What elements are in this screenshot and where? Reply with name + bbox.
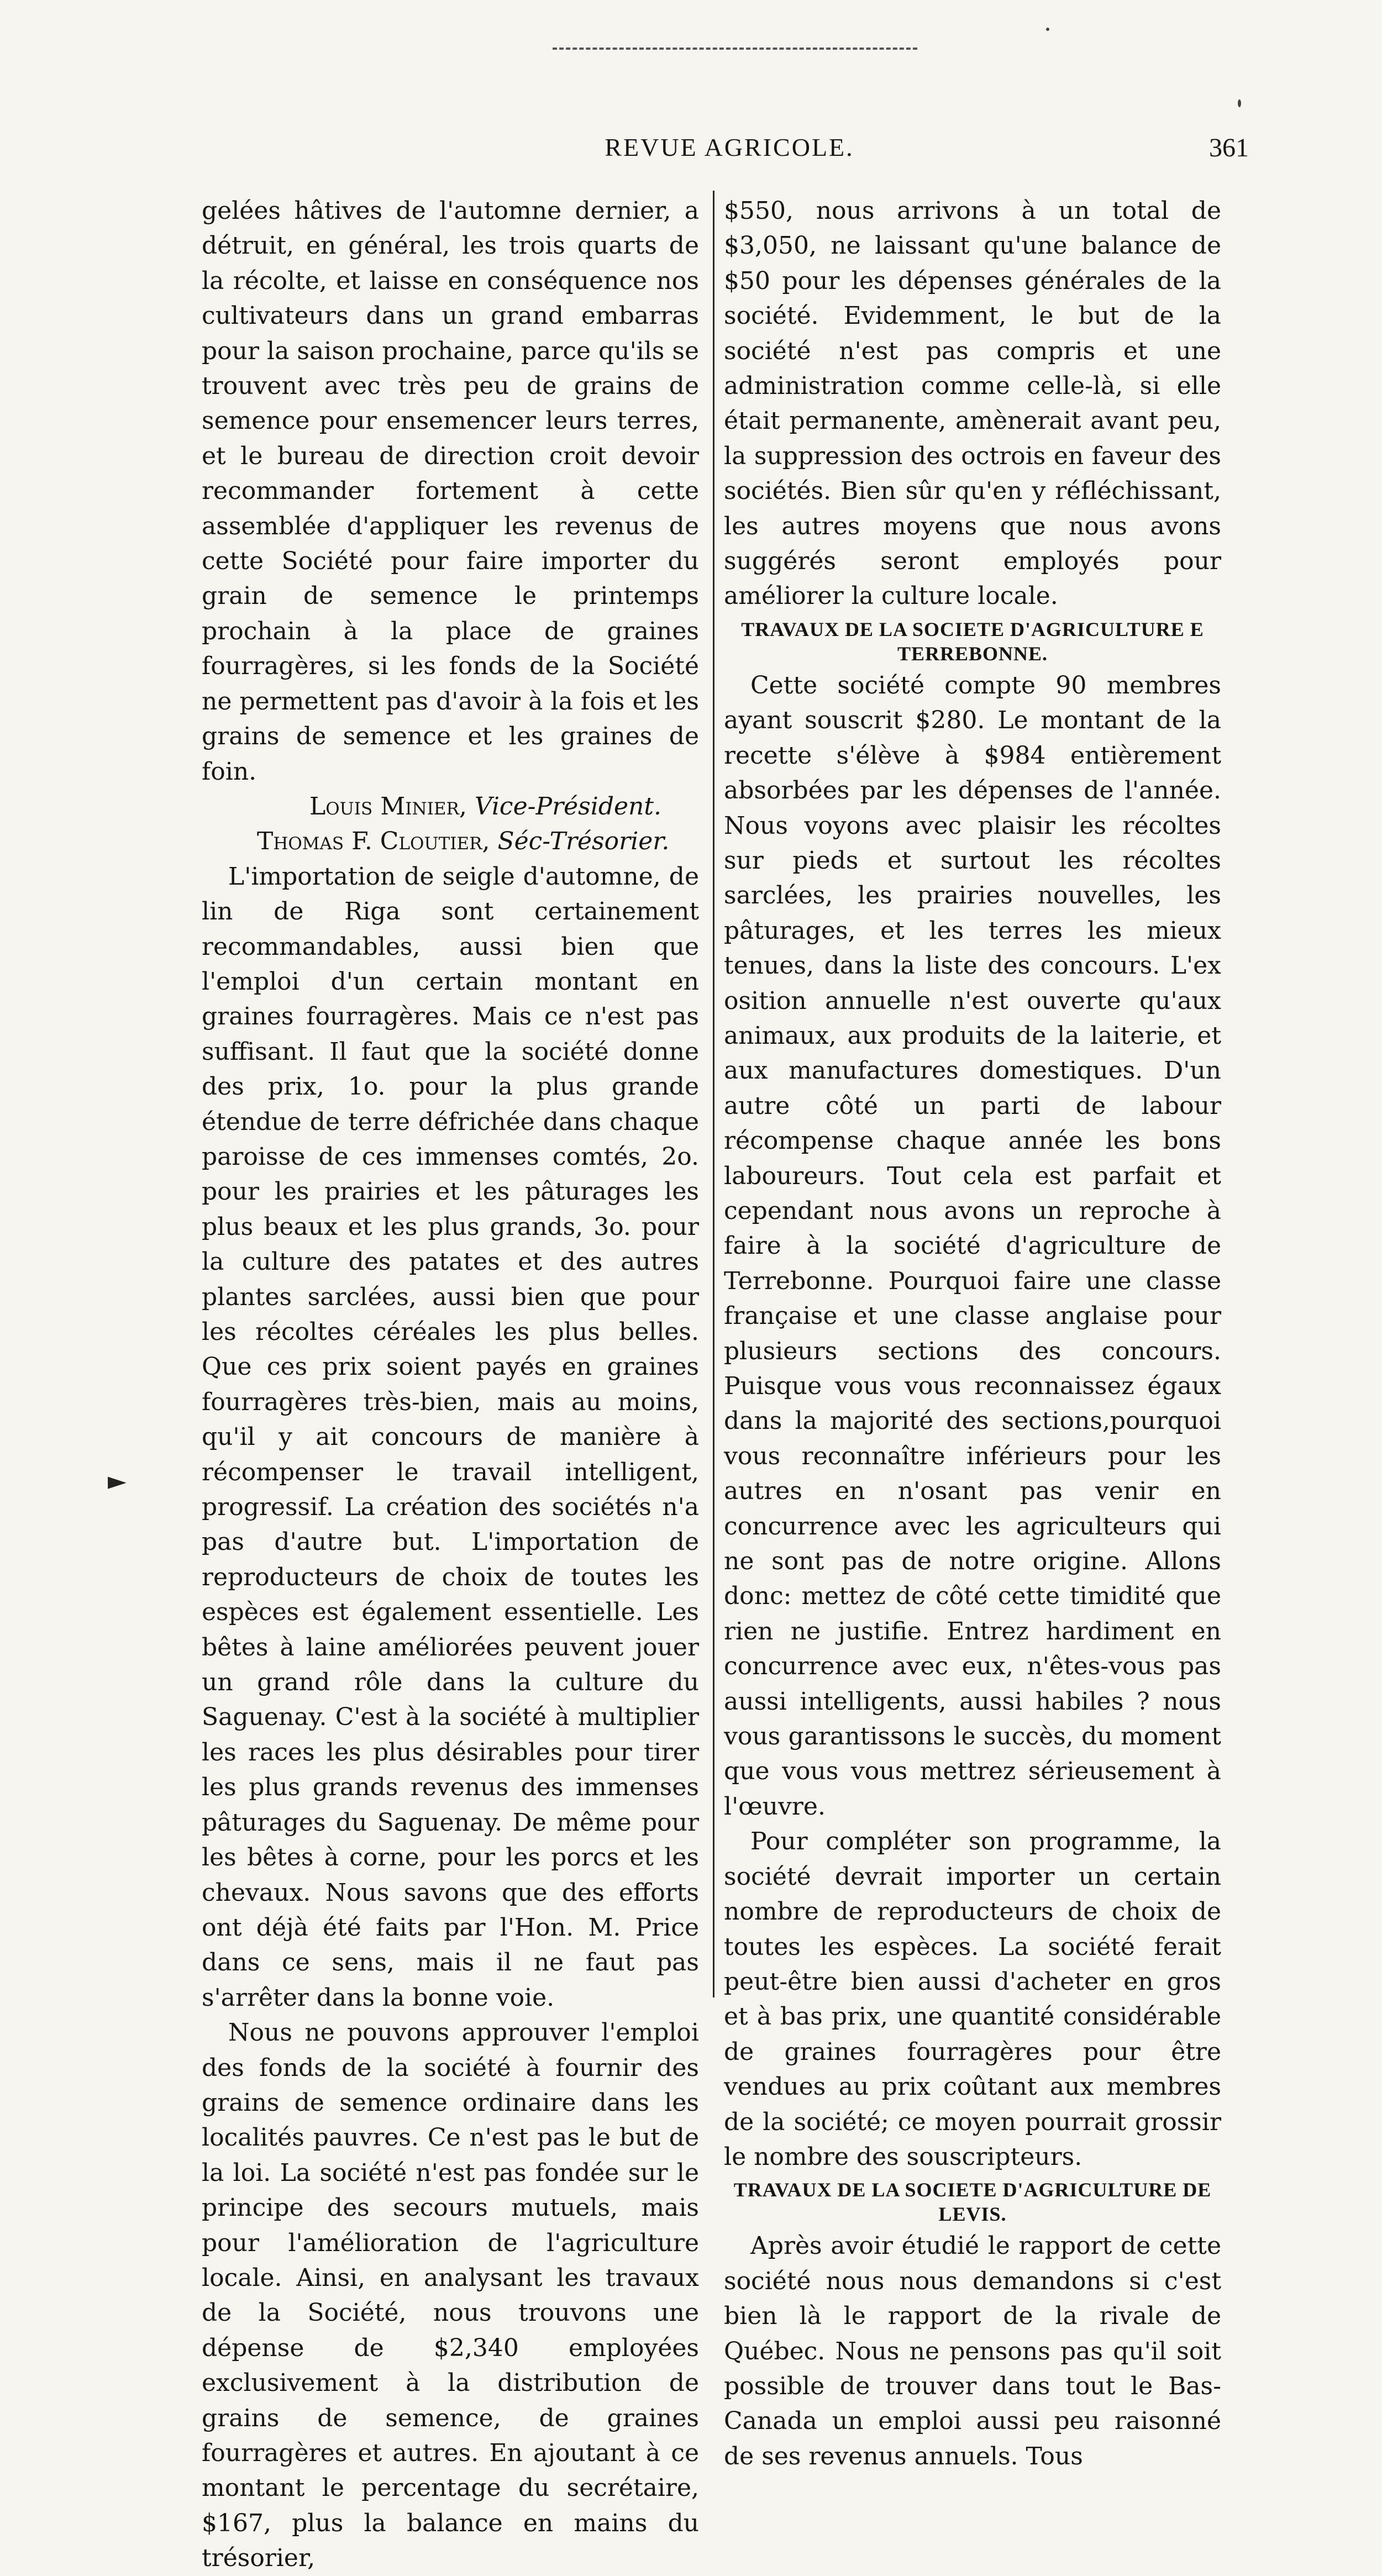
page-header: [210, 133, 1249, 177]
ink-speck: [1046, 28, 1049, 31]
signature-vice-president: [202, 789, 699, 824]
paragraph: Pour compléter son programme, la société devrait importer un certain nombre de reproducteurs de choix de toutes les espèces. La société ferait peut-être bien aussi d'acheter en gros et à bas prix, une quantité considérable de graines fourragères pour être vendues au prix coûtant aux membres de la société; ce moyen pourrait grossir le nombre des souscripteurs.: [724, 1827, 1221, 2171]
top-rule: [553, 48, 917, 50]
signature-secretary-treasurer: [202, 824, 699, 859]
column-divider: [713, 191, 714, 1997]
paragraph: L'importation de seigle d'automne, de lin de Riga sont certainement recommandables, aussi bien que l'emploi d'un certain montant en graines fourragères. Mais ce n'est pas suffisant. Il faut que la société donne des prix, 1o. pour la plus grande étendue de terre défrichée dans chaque paroisse de ces immenses comtés, 2o. pour les prairies et les pâturages les plus beaux et les plus grands, 3o. pour la culture des patates et des autres plantes sarclées, aussi bien que pour les récoltes céréales les plus belles. Que ces prix soient payés en graines fourragères très-bien, mais au moins, qu'il y ait concours de manière à récompenser le travail intelligent, progressif. La création des sociétés n'a pas d'autre but. L'importation de reproducteurs de choix de toutes les espèces est également essentielle. Les bêtes à laine améliorées peuvent jouer un grand rôle dans la culture du Saguenay. C'est à la société à multiplier les races les plus désirables pour tirer les plus grands revenus des immenses pâturages du Saguenay. De même pour les bêtes à corne, pour les porcs et les chevaux. Nous savons que des efforts ont déjà été faits par l'Hon. M. Price dans ce sens, mais il ne faut pas s'arrêter dans la bonne voie.: [202, 862, 699, 2012]
running-title: REVUE AGRICOLE.: [605, 133, 854, 161]
paragraph: gelées hâtives de l'automne dernier, a détruit, en général, les trois quarts de la récolte, et laisse en conséquence nos cultivateurs dans un grand embarras pour la saison prochaine, parce qu'ils se trouvent avec très peu de grains de semence pour ensemencer leurs terres, et le bureau de direction croit devoir recommander fortement à cette assemblée d'appliquer les revenus de cette Société pour faire importer du grain de semence le printemps prochain à la place de graines fourragères, si les fonds de la Société ne permettent pas d'avoir à la fois et les grains de semence et les graines de foin.: [202, 197, 699, 786]
section-heading-terrebonne: TRAVAUX DE LA SOCIETE D'AGRICULTURE E TERREBONNE.: [741, 618, 1204, 665]
signature-name: Thomas F. Cloutier,: [257, 827, 490, 856]
left-column: [202, 193, 699, 2573]
signature-title: Séc-Trésorier.: [497, 827, 670, 856]
right-column: [724, 193, 1221, 2470]
paragraph: Cette société compte 90 membres ayant souscrit $280. Le montant de la recette s'élève à $984 entièrement absorbées par les dépenses de l'année. Nous voyons avec plaisir les récoltes sur pieds et surtout les récoltes sarclées, les prairies nouvelles, les pâturages, et les terres les mieux tenues, dans la liste des concours. L'ex osition annuelle n'est ouverte qu'aux animaux, aux produits de la laiterie, et aux manufactures domestiques. D'un autre côté un parti de labour récompense chaque année les bons laboureurs. Tout cela est parfait et cependant nous avons un reproche à faire à la société d'agriculture de Terrebonne. Pourquoi faire une classe française et une classe anglaise pour plusieurs sections des concours. Puisque vous vous reconnaissez égaux dans la majorité des sections,pourquoi vous reconnaître inférieurs pour les autres en n'osant pas venir en concurrence avec les agriculteurs qui ne sont pas de notre origine. Allons donc: mettez de côté cette timidité que rien ne justifie. Entrez hardiment en concurrence avec eux, n'êtes-vous pas aussi intelligents, aussi habiles ? nous vous garantissons le succès, du moment que vous vous mettrez sérieusement à l'œuvre.: [724, 671, 1221, 1821]
paragraph: Après avoir étudié le rapport de cette société nous nous demandons si c'est bien là le rapport de la rivale de Québec. Nous ne pensons pas qu'il soit possible de trouver dans tout le Bas-Canada un emploi aussi peu raisonné de ses revenus annuels. Tous: [724, 2232, 1221, 2470]
paragraph: Nous ne pouvons approuver l'emploi des fonds de la société à fournir des grains de semence ordinaire dans les localités pauvres. Ce n'est pas le but de la loi. La société n'est pas fondée sur le principe des secours mutuels, mais pour l'amélioration de l'agriculture locale. Ainsi, en analysant les travaux de la Société, nous trouvons une dépense de $2,340 employées exclusivement à la distribution de grains de semence, de graines fourragères et autres. En ajoutant à ce montant le percentage du secrétaire, $167, plus la balance en mains du trésorier,: [202, 2018, 699, 2573]
page-number: 361: [1209, 133, 1249, 162]
paragraph: $550, nous arrivons à un total de $3,050, ne laissant qu'une balance de $50 pour les dépenses générales de la société. Evidemment, le but de la société n'est pas compris et une administration comme celle-là, si elle était permanente, amènerait avant peu, la suppression des octrois en faveur des sociétés. Bien sûr qu'en y réfléchissant, les autres moyens que nous avons suggérés seront employés pour améliorer la culture locale.: [724, 197, 1221, 611]
section-heading-levis: TRAVAUX DE LA SOCIETE D'AGRICULTURE DE LEVIS.: [733, 2179, 1212, 2226]
signature-name: Louis Minier,: [309, 792, 467, 821]
ink-speck: [1238, 99, 1241, 107]
signature-title: Vice-Président.: [474, 792, 662, 821]
margin-arrow-icon: ►: [108, 1467, 127, 1495]
